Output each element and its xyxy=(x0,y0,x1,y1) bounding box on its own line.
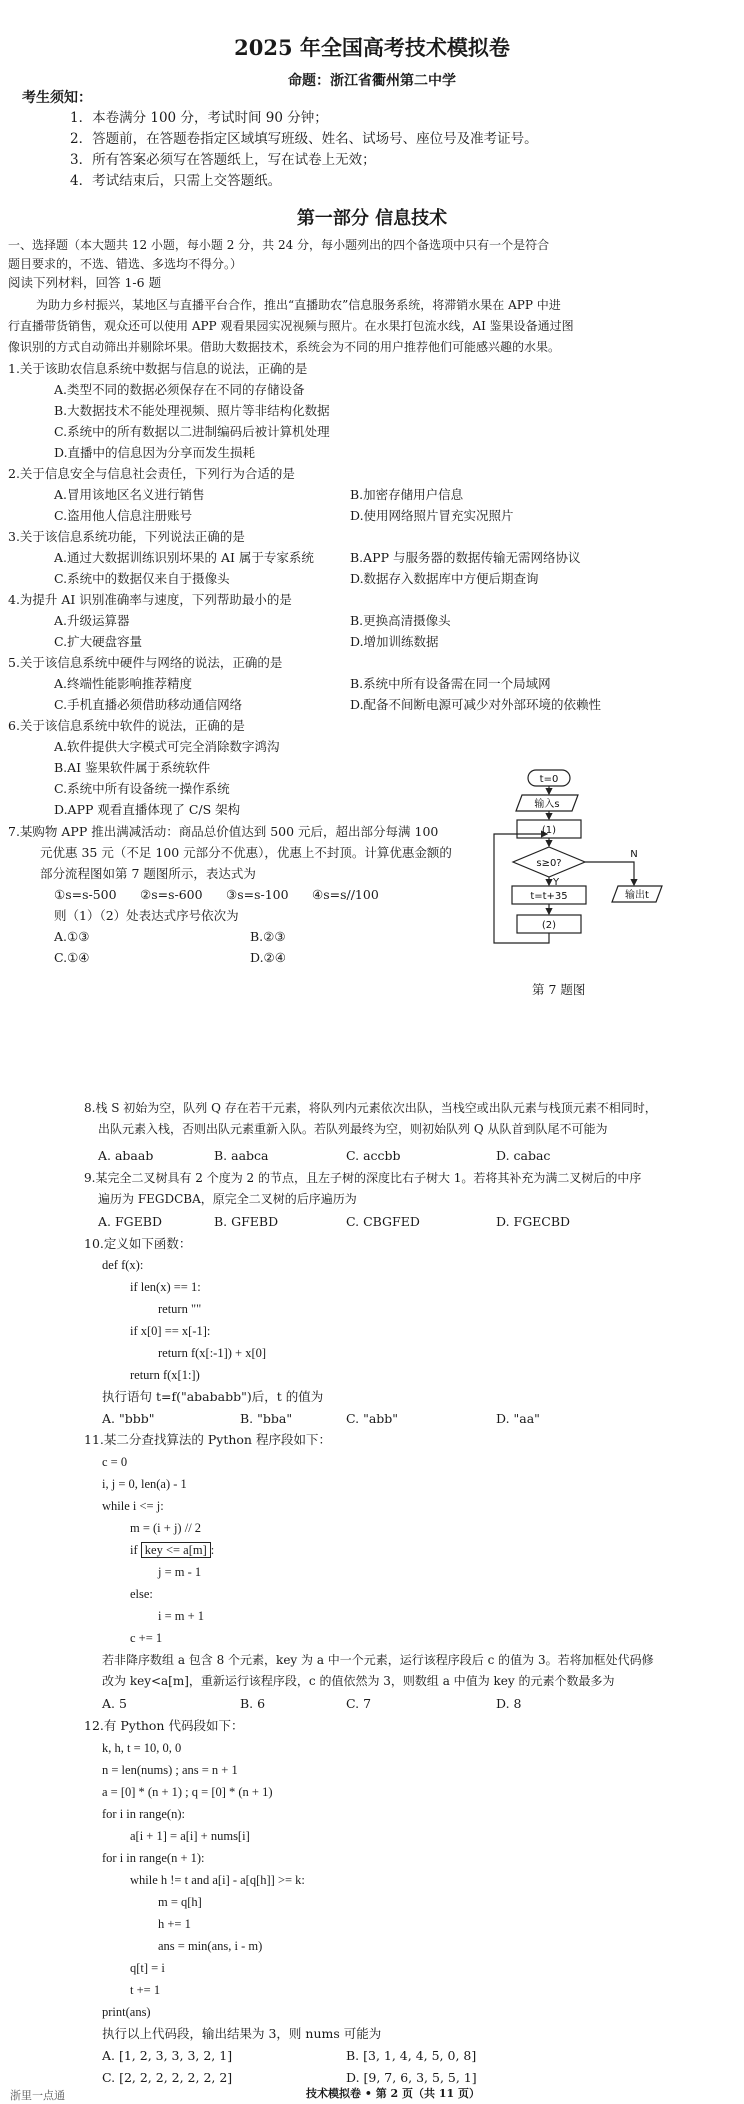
q11-if-keyword: if xyxy=(130,1543,138,1557)
q11-code-line xyxy=(130,1542,214,1558)
intro-line: 阅读下列材料，回答 1-6 题 xyxy=(8,275,162,290)
intro-line: 像识别的方式自动筛出并剔除坏果。借助大数据技术，系统会为不同的用户推荐他们可能感兴趣的水果。 xyxy=(8,340,561,354)
flow-condition: s≥0? xyxy=(536,858,562,869)
flow-start: t=0 xyxy=(539,774,559,785)
q11-code-line: c = 0 xyxy=(102,1455,128,1469)
q4-option: C.扩大硬盘容量 xyxy=(54,634,143,649)
intro-line: 题目要求的，不选、错选、多选均不得分。） xyxy=(8,257,243,271)
q5-stem: 5.关于该信息系统中硬件与网络的说法，正确的是 xyxy=(8,655,283,670)
q12-code-line: t += 1 xyxy=(130,1983,161,1997)
page-footer: 技术模拟卷 • 第 2 页（共 11 页） xyxy=(306,2087,480,2100)
q12-code-line: while h != t and a[i] - a[q[h]] >= k: xyxy=(130,1873,305,1887)
q7-expr: ③s=s-100 xyxy=(226,887,289,902)
q8-option: D. cabac xyxy=(496,1148,551,1163)
notice-item: 1．本卷满分 100 分，考试时间 90 分钟； xyxy=(70,110,328,126)
flow-box1: (1) xyxy=(541,825,557,836)
q9-line: 9.某完全二叉树具有 2 个度为 2 的节点，且左子树的深度比右子树大 1。若将其补充为满二叉树后的中序 xyxy=(84,1171,642,1185)
q11-option: C. 7 xyxy=(346,1696,372,1711)
q12-option: B. [3, 1, 4, 4, 5, 0, 8] xyxy=(346,2048,477,2063)
q10-option: A. "bbb" xyxy=(102,1411,155,1426)
q11-option: D. 8 xyxy=(496,1696,522,1711)
q9-option: D. FGECBD xyxy=(496,1214,571,1229)
q5-option: C.手机直播必须借助移动通信网络 xyxy=(54,697,243,712)
q2-option: A.冒用该地区名义进行销售 xyxy=(54,487,205,502)
q10-ask: 执行语句 t=f("abababb")后，t 的值为 xyxy=(102,1389,324,1404)
q11-code-line: j = m - 1 xyxy=(158,1565,202,1579)
q7-line: 部分流程图如第 7 题图所示，表达式为 xyxy=(40,866,256,881)
intro-line: 行直播带货销售，观众还可以使用 APP 观看果园实况视频与照片。在水果打包流水线，AI 鉴果设备通过图 xyxy=(8,319,574,333)
flow-yes-label: Y xyxy=(552,877,560,888)
q10-code-line: return f(x[1:]) xyxy=(130,1368,200,1382)
q4-option: B.更换高清摄像头 xyxy=(350,613,451,628)
q11-code-line: i, j = 0, len(a) - 1 xyxy=(102,1477,187,1491)
q2-option: C.盗用他人信息注册账号 xyxy=(54,508,193,523)
q10-option: B. "bba" xyxy=(240,1411,293,1426)
q12-code-line: for i in range(n): xyxy=(102,1807,185,1821)
q6-option: C.系统中所有设备统一操作系统 xyxy=(54,781,230,796)
q5-option: A.终端性能影响推荐精度 xyxy=(54,676,193,691)
q7-option: D.②④ xyxy=(250,950,286,965)
section-title: 第一部分 信息技术 xyxy=(296,208,448,229)
q6-option: B.AI 鉴果软件属于系统软件 xyxy=(54,760,211,775)
notice-heading: 考生须知： xyxy=(22,90,92,106)
q7-expr: ④s=s//100 xyxy=(312,887,379,902)
author-line: 命题：浙江省衢州第二中学 xyxy=(288,73,456,89)
q8-option: C. accbb xyxy=(346,1148,401,1163)
intro-line: 一、选择题（本大题共 12 小题，每小题 2 分，共 24 分，每小题列出的四个备选项中只有一个是符合 xyxy=(8,238,550,252)
q8-option: A. abaab xyxy=(98,1148,154,1163)
watermark: 浙里一点通 xyxy=(10,2089,65,2102)
q12-code-line: n = len(nums) ; ans = n + 1 xyxy=(102,1763,238,1777)
q12-code-line: for i in range(n + 1): xyxy=(102,1851,205,1865)
flow-assign: t=t+35 xyxy=(530,891,568,902)
flow-input: 输入s xyxy=(534,799,560,810)
q8-line: 8.栈 S 初始为空，队列 Q 存在若干元素，将队列内元素依次出队，当栈空或出队元素与栈顶元素不相同时， xyxy=(84,1101,657,1115)
q4-stem: 4.为提升 AI 识别准确率与速度，下列帮助最小的是 xyxy=(8,592,292,607)
page-title: 2025 年全国高考技术模拟卷 xyxy=(234,35,510,60)
q7-figure-caption: 第 7 题图 xyxy=(532,982,586,997)
q11-code-line: i = m + 1 xyxy=(158,1609,205,1623)
q2-option: D.使用网络照片冒充实况照片 xyxy=(350,508,514,523)
q12-option: A. [1, 2, 3, 3, 3, 2, 1] xyxy=(102,2048,233,2063)
q11-code-line: else: xyxy=(130,1587,153,1601)
q10-code-line: if x[0] == x[-1]: xyxy=(130,1324,211,1338)
q1-option: B.大数据技术不能处理视频、照片等非结构化数据 xyxy=(54,403,330,418)
q10-code-line: def f(x): xyxy=(102,1258,144,1272)
q7-line: 7.某购物 APP 推出满减活动：商品总价值达到 500 元后，超出部分每满 100 xyxy=(8,824,439,839)
flow-no-label: N xyxy=(630,849,638,860)
q7-line: 元优惠 35 元（不足 100 元部分不优惠），优惠上不封顶。计算优惠金额的 xyxy=(40,845,452,860)
q3-option: B.APP 与服务器的数据传输无需网络协议 xyxy=(350,550,581,565)
q8-option: B. aabca xyxy=(214,1148,269,1163)
q11-option: A. 5 xyxy=(102,1696,127,1711)
q12-code-line: m = q[h] xyxy=(158,1895,202,1909)
q12-option: C. [2, 2, 2, 2, 2, 2, 2] xyxy=(102,2070,233,2085)
q6-option: A.软件提供大字模式可完全消除数字鸿沟 xyxy=(54,739,280,754)
q11-desc: 若非降序数组 a 包含 8 个元素，key 为 a 中一个元素，运行该程序段后 c 的值为 3。若将加框处代码修 xyxy=(102,1653,654,1667)
intro-line: 为助力乡村振兴，某地区与直播平台合作，推出“直播助农”信息服务系统，将滞销水果在 APP 中进 xyxy=(36,298,561,312)
q7-flowchart xyxy=(490,768,720,978)
q7-option: B.②③ xyxy=(250,929,286,944)
q11-option: B. 6 xyxy=(240,1696,266,1711)
q4-option: A.升级运算器 xyxy=(54,613,130,628)
flow-box2: (2) xyxy=(541,920,557,931)
q9-line: 遍历为 FEGDCBA，原完全二叉树的后序遍历为 xyxy=(98,1192,357,1206)
q12-code-line: h += 1 xyxy=(158,1917,191,1931)
q12-code-line: k, h, t = 10, 0, 0 xyxy=(102,1741,182,1755)
q11-stem: 11.某二分查找算法的 Python 程序段如下： xyxy=(84,1432,331,1447)
q7-expr: ②s=s-600 xyxy=(140,887,203,902)
q9-option: B. GFEBD xyxy=(214,1214,279,1229)
q1-stem: 1.关于该助农信息系统中数据与信息的说法，正确的是 xyxy=(8,361,308,376)
q11-code-line: while i <= j: xyxy=(102,1499,164,1513)
q7-ask: 则（1）（2）处表达式序号依次为 xyxy=(54,908,239,923)
q5-option: D.配备不间断电源可减少对外部环境的依赖性 xyxy=(350,697,602,712)
q6-stem: 6.关于该信息系统中软件的说法，正确的是 xyxy=(8,718,245,733)
q10-code-line: return "" xyxy=(158,1302,202,1316)
q12-code-line: q[t] = i xyxy=(130,1961,165,1975)
q9-option: C. CBGFED xyxy=(346,1214,420,1229)
q12-code-line: a[i + 1] = a[i] + nums[i] xyxy=(130,1829,250,1843)
q8-line: 出队元素入栈，否则出队元素重新入队。若队列最终为空，则初始队列 Q 从队首到队尾不可能为 xyxy=(98,1122,608,1136)
notice-item: 2．答题前，在答题卷指定区域填写班级、姓名、试场号、座位号及准考证号。 xyxy=(70,131,538,147)
q11-code-line: c += 1 xyxy=(130,1631,163,1645)
notice-item: 3．所有答案必须写在答题纸上，写在试卷上无效； xyxy=(70,152,376,168)
notice-item: 4．考试结束后，只需上交答题纸。 xyxy=(70,173,282,189)
q3-option: A.通过大数据训练识别坏果的 AI 属于专家系统 xyxy=(54,550,314,565)
q1-option: A.类型不同的数据必须保存在不同的存储设备 xyxy=(54,382,305,397)
q11-code-line: m = (i + j) // 2 xyxy=(130,1521,202,1535)
q3-option: C.系统中的数据仅来自于摄像头 xyxy=(54,571,230,586)
q7-option: C.①④ xyxy=(54,950,90,965)
q1-option: D.直播中的信息因为分享而发生损耗 xyxy=(54,445,256,460)
q10-code-line: return f(x[:-1]) + x[0] xyxy=(158,1346,267,1360)
q12-code-line: a = [0] * (n + 1) ; q = [0] * (n + 1) xyxy=(102,1785,273,1799)
q12-code-line: ans = min(ans, i - m) xyxy=(158,1939,263,1953)
q12-ask: 执行以上代码段，输出结果为 3，则 nums 可能为 xyxy=(102,2026,382,2041)
flow-no-branch xyxy=(585,862,634,885)
q12-stem: 12.有 Python 代码段如下： xyxy=(84,1718,244,1733)
q10-option: C. "abb" xyxy=(346,1411,399,1426)
q7-expr: ①s=s-500 xyxy=(54,887,117,902)
q10-code-line: if len(x) == 1: xyxy=(130,1280,201,1294)
q12-code-line: print(ans) xyxy=(102,2005,151,2019)
q10-stem: 10.定义如下函数： xyxy=(84,1236,192,1251)
flow-output: 输出t xyxy=(625,890,649,901)
q6-option: D.APP 观看直播体现了 C/S 架构 xyxy=(54,802,241,817)
q1-option: C.系统中的所有数据以二进制编码后被计算机处理 xyxy=(54,424,330,439)
q3-stem: 3.关于该信息系统功能，下列说法正确的是 xyxy=(8,529,245,544)
q12-option: D. [9, 7, 6, 3, 5, 5, 1] xyxy=(346,2070,477,2085)
q10-option: D. "aa" xyxy=(496,1411,540,1426)
q11-if-colon: : xyxy=(210,1543,215,1557)
q9-option: A. FGEBD xyxy=(98,1214,162,1229)
q2-option: B.加密存储用户信息 xyxy=(350,487,464,502)
q4-option: D.增加训练数据 xyxy=(350,634,439,649)
q11-boxed-condition: key <= a[m] xyxy=(141,1542,211,1558)
q7-option: A.①③ xyxy=(54,929,90,944)
q3-option: D.数据存入数据库中方便后期查询 xyxy=(350,571,539,586)
q5-option: B.系统中所有设备需在同一个局域网 xyxy=(350,676,551,691)
q2-stem: 2.关于信息安全与信息社会责任，下列行为合适的是 xyxy=(8,466,295,481)
q11-desc: 改为 key<a[m]，重新运行该程序段，c 的值依然为 3，则数组 a 中值为 key 的元素个数最多为 xyxy=(102,1674,615,1688)
